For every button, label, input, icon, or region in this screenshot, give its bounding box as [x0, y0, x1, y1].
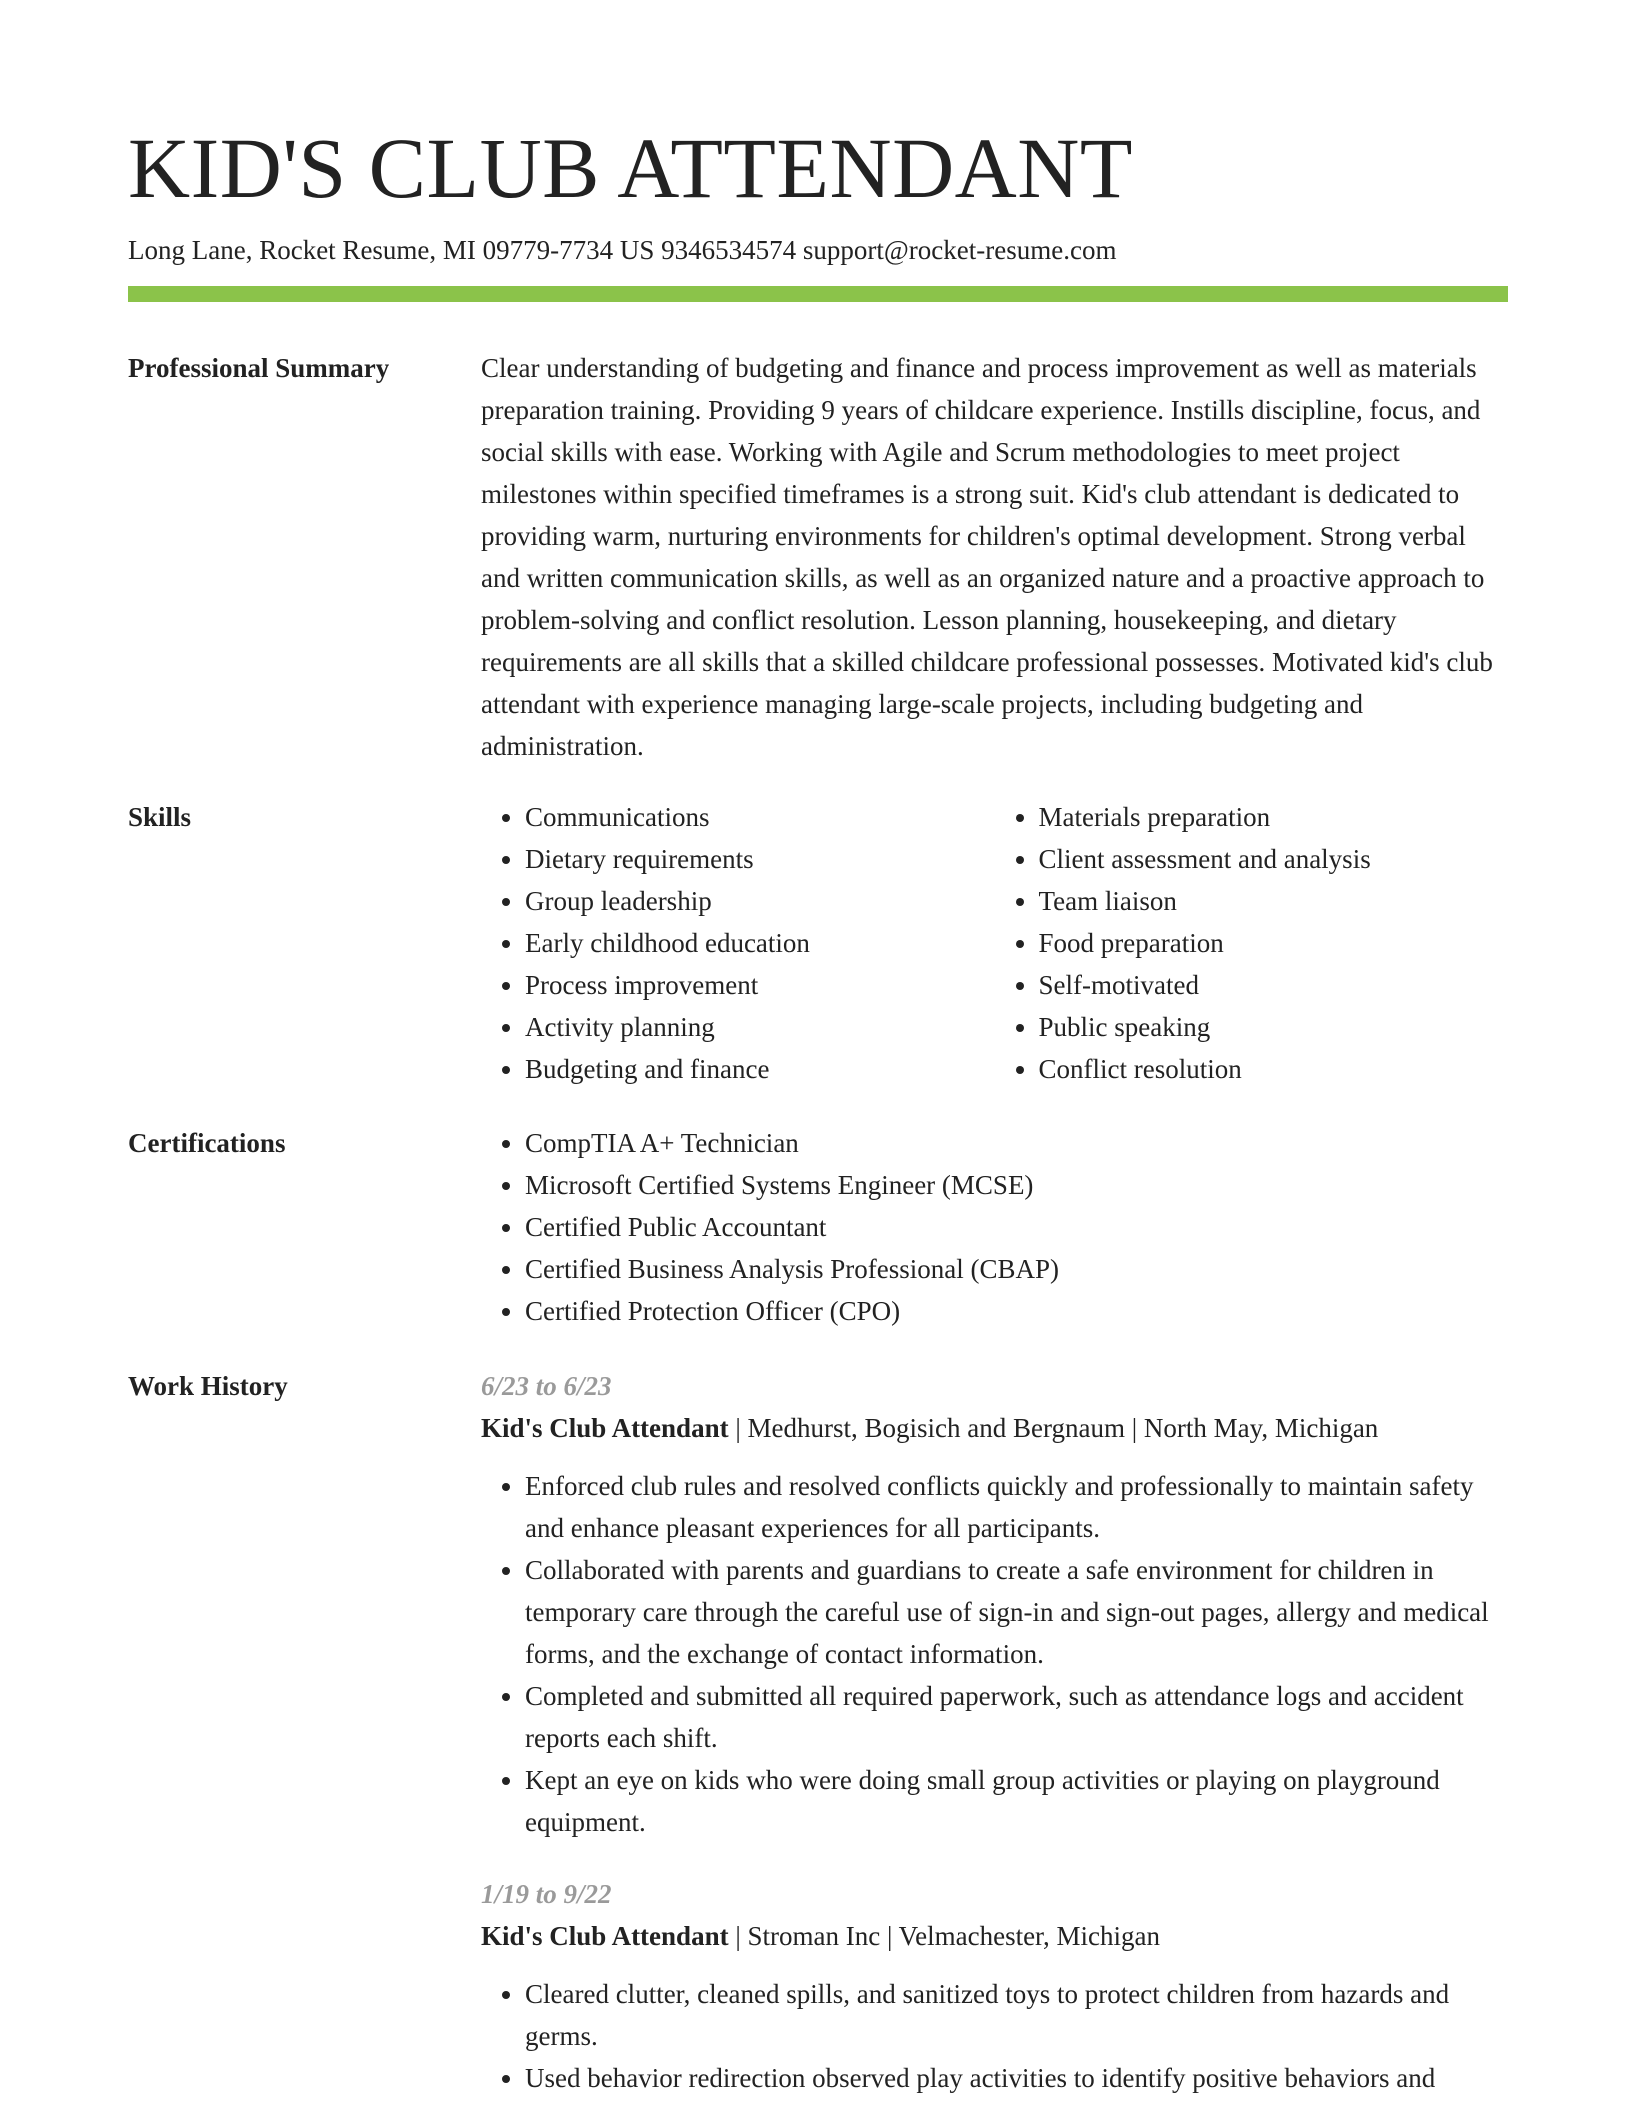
- job-bullets: [481, 1973, 1508, 2099]
- contact-line: Long Lane, Rocket Resume, MI 09779-7734 US 9346534574 support@rocket-resume.com: [128, 235, 1117, 265]
- skill-item: • Activity planning: [525, 1006, 995, 1048]
- skills-list-left: [481, 796, 995, 1090]
- skill-item: • Food preparation: [1039, 922, 1509, 964]
- certification-item: • Certified Protection Officer (CPO): [525, 1290, 1508, 1332]
- skill-item: • Dietary requirements: [525, 838, 995, 880]
- skill-item: • Materials preparation: [1039, 796, 1509, 838]
- skills-heading: Skills: [128, 802, 192, 832]
- skills-list-right: [995, 796, 1509, 1090]
- job-employer-location: | Stroman Inc | Velmachester, Michigan: [728, 1921, 1160, 1951]
- summary-text: Clear understanding of budgeting and finance and process improvement as well as materials preparation training. Providing 9 years of childcare experience. Instills discipline, focus, and social skills with ease. Working with Agile and Scrum methodologies to meet project milestones within specified timeframes is a strong suit. Kid's club attendant is dedicated to providing warm, nurturing environments for children's optimal development. Strong verbal and written communication skills, as well as an organized nature and a proactive approach to problem-solving and conflict resolution. Lesson planning, housekeeping, and dietary requirements are all skills that a skilled childcare professional possesses. Motivated kid's club attendant with experience managing large-scale projects, including budgeting and administration.: [481, 353, 1493, 761]
- job-bullet: • Cleared clutter, cleaned spills, and sanitized toys to protect children from hazards and germs.: [525, 1973, 1508, 2057]
- job-employer-location: | Medhurst, Bogisich and Bergnaum | North May, Michigan: [728, 1413, 1379, 1443]
- skill-item: • Self-motivated: [1039, 964, 1509, 1006]
- job-bullet: • Kept an eye on kids who were doing small group activities or playing on playground equipment.: [525, 1759, 1508, 1843]
- skill-item: • Early childhood education: [525, 922, 995, 964]
- job-bullet: • Used behavior redirection observed play activities to identify positive behaviors and: [525, 2057, 1508, 2099]
- certification-item: • Certified Public Accountant: [525, 1206, 1508, 1248]
- work-history-heading: Work History: [128, 1371, 288, 1401]
- summary-body: [481, 347, 1508, 767]
- certifications-list: [481, 1122, 1508, 1332]
- skill-item: • Conflict resolution: [1039, 1048, 1509, 1090]
- skill-item: • Process improvement: [525, 964, 995, 1006]
- job-heading: [481, 1915, 1508, 1957]
- job-bullet: • Completed and submitted all required paperwork, such as attendance logs and accident reports each shift.: [525, 1675, 1508, 1759]
- job-heading: [481, 1407, 1508, 1449]
- skill-item: • Communications: [525, 796, 995, 838]
- job-role: Kid's Club Attendant: [481, 1413, 729, 1443]
- job-dates: 6/23 to 6/23: [481, 1371, 612, 1401]
- skill-item: • Public speaking: [1039, 1006, 1509, 1048]
- work-history-body: [481, 1365, 1508, 2099]
- certification-item: • Microsoft Certified Systems Engineer (MCSE): [525, 1164, 1508, 1206]
- certifications-heading: Certifications: [128, 1128, 286, 1158]
- job-role: Kid's Club Attendant: [481, 1921, 729, 1951]
- certification-item: • Certified Business Analysis Professional (CBAP): [525, 1248, 1508, 1290]
- certifications-body: [481, 1122, 1508, 1332]
- header-divider: [128, 286, 1508, 302]
- skill-item: • Team liaison: [1039, 880, 1509, 922]
- candidate-name: KID'S CLUB ATTENDANT: [128, 120, 1133, 216]
- skills-body: [481, 796, 1508, 1090]
- job-entry: [481, 1365, 1508, 1843]
- job-bullet: • Enforced club rules and resolved conflicts quickly and professionally to maintain safety and enhance pleasant experiences for all participants.: [525, 1465, 1508, 1549]
- job-bullet: • Collaborated with parents and guardians to create a safe environment for children in temporary care through the careful use of sign-in and sign-out pages, allergy and medical forms, and the exchange of contact information.: [525, 1549, 1508, 1675]
- skill-item: • Budgeting and finance: [525, 1048, 995, 1090]
- job-dates: 1/19 to 9/22: [481, 1879, 612, 1909]
- certification-item: • CompTIA A+ Technician: [525, 1122, 1508, 1164]
- job-entry: [481, 1873, 1508, 2099]
- skill-item: • Client assessment and analysis: [1039, 838, 1509, 880]
- summary-heading: Professional Summary: [128, 353, 390, 383]
- job-bullets: [481, 1465, 1508, 1843]
- skill-item: • Group leadership: [525, 880, 995, 922]
